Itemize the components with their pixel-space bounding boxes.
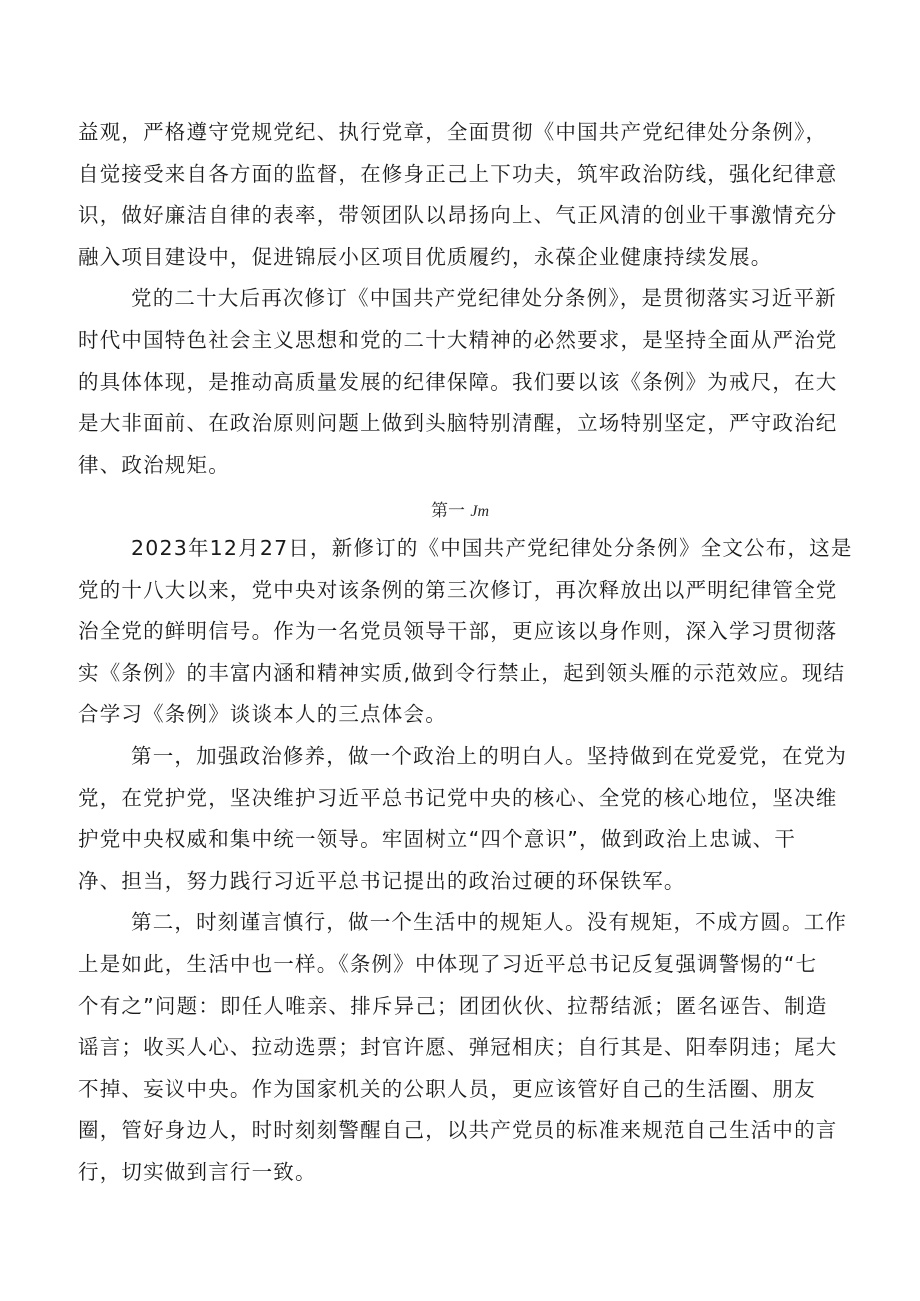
text-line: 第二，时刻谨言慎行，做一个生活中的规矩人。没有规矩，不成方圆。工作 (131, 910, 848, 935)
text-line: 益观，严格遵守党规党纪、执行党章，全面贯彻《中国共产党纪律处分条例》， (78, 120, 828, 144)
text-line: 第一，加强政治修养，做一个政治上的明白人。坚持做到在党爱党，在党为 (131, 743, 848, 768)
text-line: 护党中央权威和集中统一领导。牢固树立“四个意识”，做到政治上忠诚、干 (78, 827, 797, 852)
paragraph (78, 902, 850, 1193)
text-line: 合学习《条例》谈谈本人的三点体会。 (78, 702, 447, 727)
heading-latin-text: Jm (470, 503, 490, 520)
text-line: 净、担当，努力践行习近平总书记提出的政治过硬的环保铁军。 (78, 868, 686, 893)
heading-text: 第一 (430, 501, 465, 521)
paragraph-continuation (78, 112, 850, 278)
text-line: 自觉接受来自各方面的监督，在修身正己上下功夫，筑牢政治防线，强化纪律意 (78, 161, 838, 186)
paragraph (78, 736, 850, 902)
text-line: 谣言；收买人心、拉动选票；封官许愿、弹冠相庆；自行其是、阳奉阴违；尾大 (78, 1035, 838, 1060)
text-line: 个有之”问题：即任人唯亲、排斥异己；团团伙伙、拉帮结派；匿名诬告、制造 (78, 993, 828, 1018)
text-line: 上是如此，生活中也一样。《条例》中体现了习近平总书记反复强调警惕的“七 (78, 951, 818, 976)
text-line: 识，做好廉洁自律的表率，带领团队以昂扬向上、气正风清的创业干事激情充分 (78, 203, 838, 228)
text-line: 的具体体现，是推动高质量发展的纪律保障。我们要以该《条例》为戒尺，在大 (78, 369, 838, 394)
text-line: 党的十八大以来，党中央对该条例的第三次修订，再次释放出以严明纪律管全党 (78, 577, 838, 602)
text-line: 行，切实做到言行一致。 (78, 1159, 317, 1184)
paragraph (78, 528, 853, 736)
text-line: 圈，管好身边人，时时刻刻警醒自己，以共产党员的标准来规范自己生活中的言 (78, 1118, 838, 1143)
bottom-text-block (78, 528, 853, 1194)
text-line: 是大非面前、在政治原则问题上做到头脑特别清醒，立场特别坚定，严守政治纪 (78, 411, 838, 436)
text-line: 党的二十大后再次修订《中国共产党纪律处分条例》，是贯彻落实习近平新 (131, 286, 837, 311)
text-line: 不掉、妄议中央。作为国家机关的公职人员，更应该管好自己的生活圈、朋友 (78, 1076, 816, 1101)
text-line: 融入项目建设中，促进锦辰小区项目优质履约，永葆企业健康持续发展。 (78, 244, 773, 269)
section-heading (0, 496, 920, 521)
text-line: 2023年12月27日，新修订的《中国共产党纪律处分条例》全文公布，这是 (131, 536, 853, 560)
text-line: 治全党的鲜明信号。作为一名党员领导干部，更应该以身作则，深入学习贯彻落 (78, 619, 838, 644)
paragraph (78, 278, 850, 486)
top-text-block (78, 112, 850, 486)
text-line: 时代中国特色社会主义思想和党的二十大精神的必然要求，是坚持全面从严治党 (78, 327, 838, 352)
text-line: 律、政治规矩。 (78, 452, 230, 477)
text-line: 实《条例》的丰富内涵和精神实质,做到令行禁止，起到领头雁的示范效应。现结 (78, 660, 846, 685)
text-line: 党，在党护党，坚决维护习近平总书记党中央的核心、全党的核心地位，坚决维 (78, 785, 838, 810)
